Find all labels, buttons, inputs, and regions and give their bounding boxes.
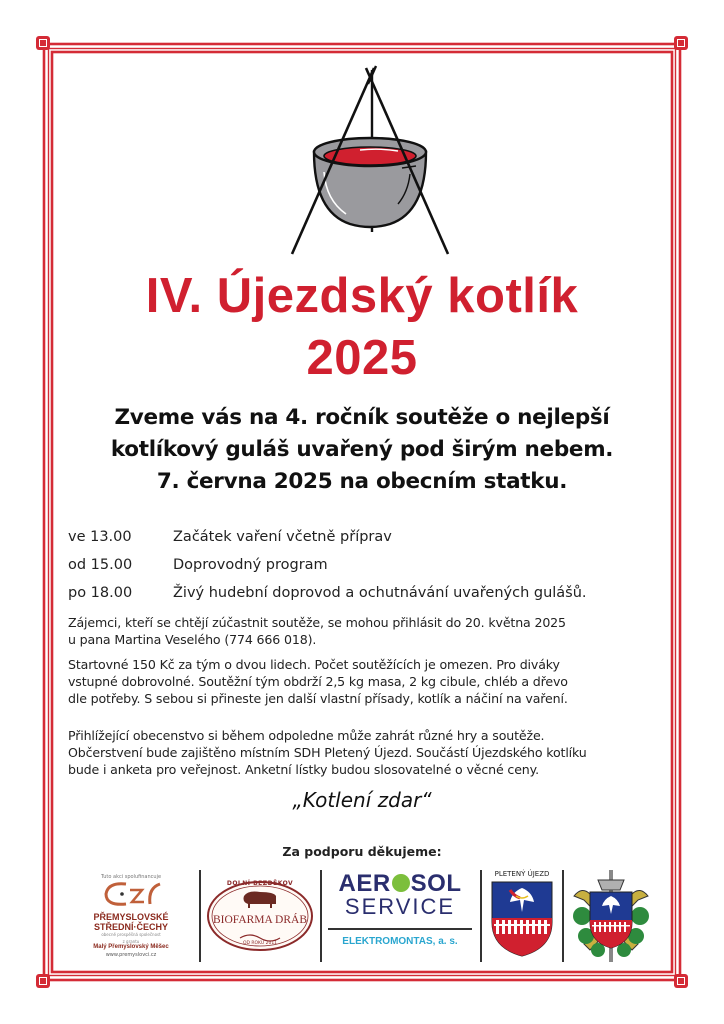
cauldron-tripod-illustration	[290, 62, 450, 258]
pleteny-label: PLETENÝ ÚJEZD	[494, 870, 550, 878]
logo-url-text: www.premyslovci.cz	[105, 952, 157, 958]
logo-grant-text: Malý Přemyslovský Měšec	[93, 944, 169, 950]
biofarma-arc-text: DOLNÍ BEZDĚKOV	[226, 880, 294, 887]
aerosol-service-logo	[324, 866, 476, 966]
aerosol-wordmark	[324, 872, 476, 896]
premyslovske-logo	[72, 866, 190, 966]
logo-small-text: z grantu	[122, 939, 140, 944]
logo-small-text: obecně prospěšná společnost	[101, 932, 161, 937]
paragraph-line: u pana Martina Veselého (774 666 018).	[68, 632, 317, 647]
audience-paragraph	[68, 727, 658, 778]
event-title: IV. Újezdský kotlík	[145, 269, 579, 323]
pleteny-ujezd-coat-of-arms	[486, 866, 558, 966]
schedule-time: ve 13.00	[68, 529, 132, 545]
paragraph-line: Zájemci, kteří se chtějí zúčastnit soutěže, se mohou přihlásit do 20. května 2025	[68, 615, 566, 630]
subtitle-line: 7. června 2025 na obecním statku.	[156, 469, 568, 494]
sponsor-logos	[68, 866, 668, 966]
service-text: SERVICE	[344, 894, 456, 919]
schedule-item	[68, 523, 668, 551]
schedule-item	[68, 551, 668, 579]
schedule-item	[68, 579, 668, 607]
paragraph-line: Startovné 150 Kč za tým o dvou lidech. Počet soutěžících je omezen. Pro diváky	[68, 657, 560, 672]
aerosol-text: AER	[338, 870, 391, 897]
aerosol-rule	[328, 928, 472, 930]
paragraph-line: dle potřeby. S sebou si přineste jen další vlastní přísady, kotlík a náčiní na vaření.	[68, 691, 568, 706]
logo-name: STŘEDNÍ·ČECHY	[93, 922, 168, 932]
schedule-time: od 15.00	[68, 557, 133, 573]
schedule-list	[68, 523, 668, 607]
invitation-subtitle	[0, 402, 724, 498]
event-year: 2025	[306, 331, 418, 385]
sponsors-heading: Za podporu děkujeme:	[282, 844, 442, 859]
paragraph-line: vstupné dobrovolné. Soutěžní tým obdrží 2,5 kg masa, 2 kg cibule, chléb a dřevo	[68, 674, 568, 689]
elektromontas-text: ELEKTROMONTAS, a. s.	[342, 935, 458, 947]
schedule-event: Doprovodný program	[173, 557, 328, 573]
logo-name: PŘEMYSLOVSKÉ	[93, 912, 169, 922]
logo-small-text: Tuto akci spolufinancuje	[100, 874, 162, 880]
biofarma-name: BIOFARMA DRÁB	[212, 914, 308, 926]
biofarma-since-text: OD ROKU 2011	[242, 941, 278, 946]
fees-paragraph	[68, 656, 658, 707]
registration-paragraph	[68, 614, 658, 648]
subtitle-line: kotlíkový guláš uvařený pod širým nebem.	[110, 437, 614, 462]
aerosol-leaf-icon	[392, 874, 410, 892]
aerosol-text: SOL	[410, 870, 462, 897]
logo-divider	[320, 870, 322, 962]
logo-divider	[480, 870, 482, 962]
paragraph-line: Přihlížející obecenstvo si během odpoledne může zahrát různé hry a soutěže.	[68, 728, 545, 743]
paragraph-line: Občerstvení bude zajištěno místním SDH Pletený Újezd. Součástí Újezdského kotlíku	[68, 745, 587, 760]
fire-brigade-emblem-icon	[568, 866, 654, 966]
subtitle-line: Zveme vás na 4. ročník soutěže o nejlepší	[114, 405, 610, 430]
coat-of-arms-shield-icon	[486, 878, 558, 958]
schedule-event: Začátek vaření včetně příprav	[173, 529, 392, 545]
logo-divider	[199, 870, 201, 962]
schedule-time: po 18.00	[68, 585, 133, 601]
schedule-event: Živý hudební doprovod a ochutnávání uvařených gulášů.	[173, 585, 587, 601]
paragraph-line: bude i anketa pro veřejnost. Anketní lístky budou slosovatelné o věcné ceny.	[68, 762, 539, 777]
biofarma-drab-logo	[204, 866, 316, 966]
sdh-fire-brigade-emblem	[568, 866, 654, 966]
logo-divider	[562, 870, 564, 962]
slogan: „Kotlení zdar“	[292, 788, 432, 812]
premyslovske-emblem-icon	[96, 880, 166, 908]
